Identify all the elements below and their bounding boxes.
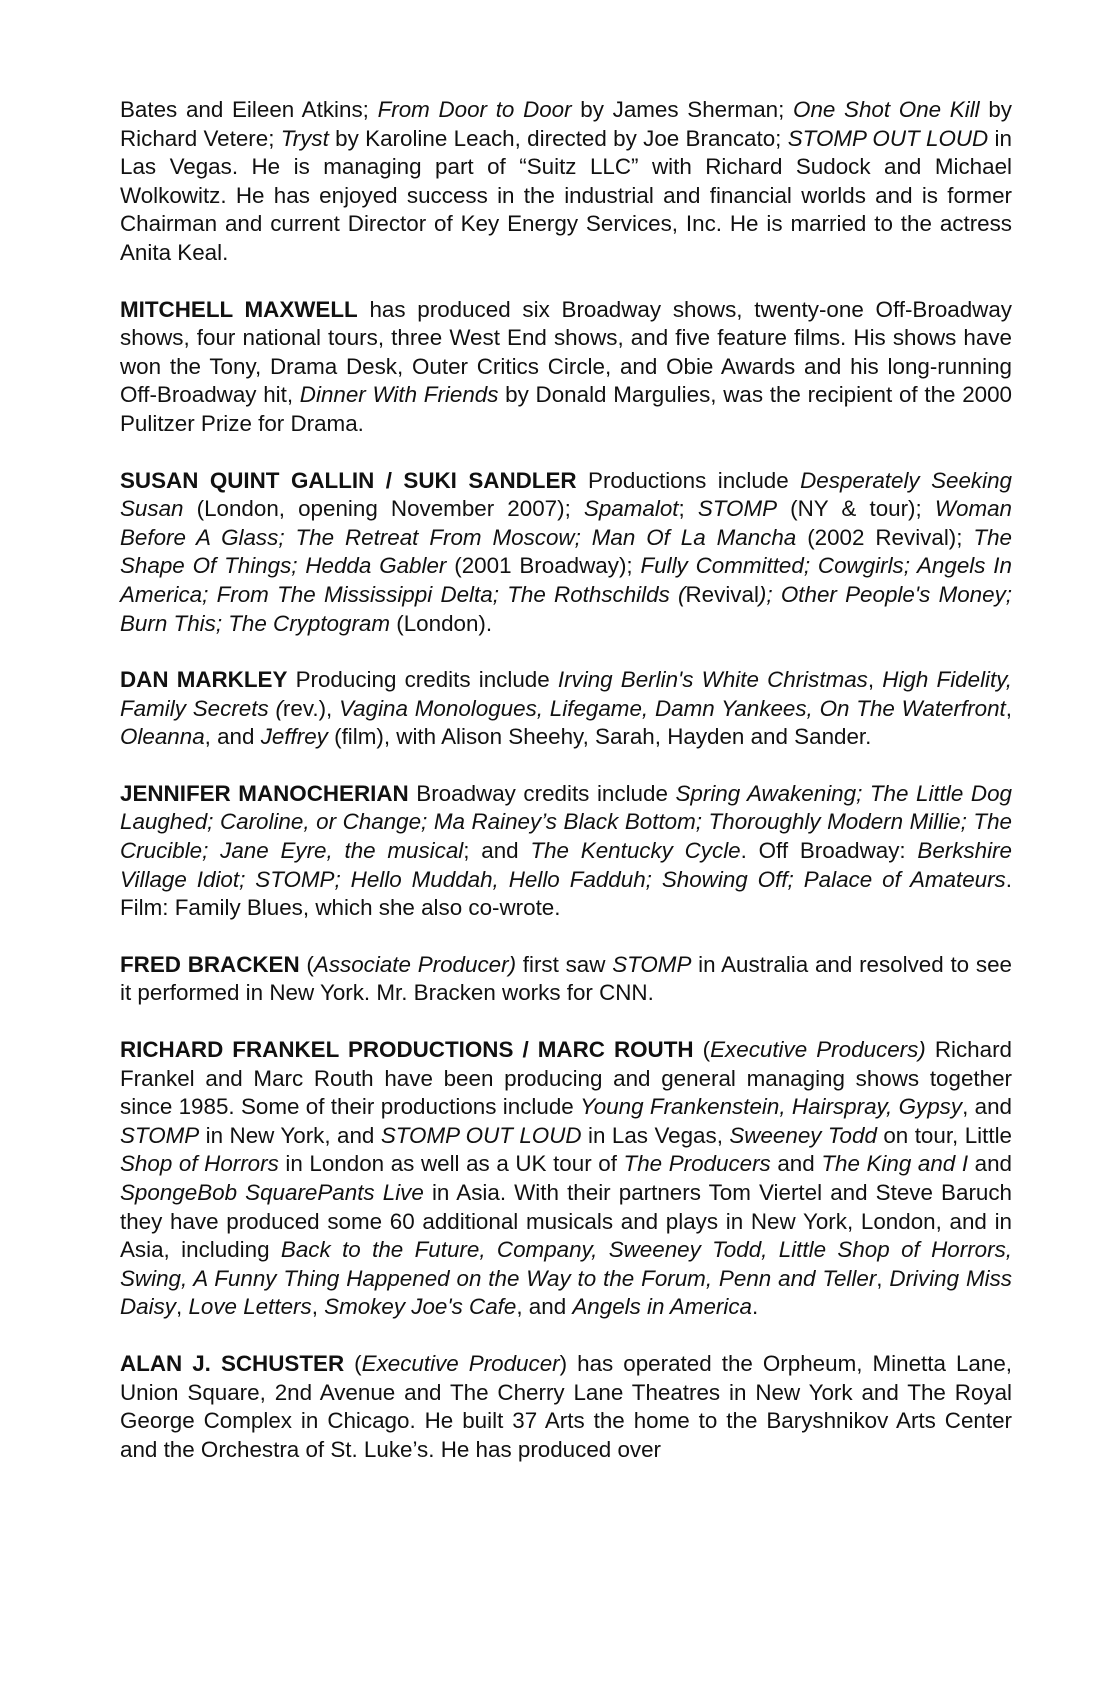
text-run: Bates and Eileen Atkins;	[120, 97, 378, 122]
italic-title: The King and I	[821, 1151, 969, 1177]
italic-title: STOMP	[612, 951, 692, 977]
text-run: ,	[867, 667, 883, 693]
italic-title: Berkshire Village Idiot; STOMP; Hello Muddah, Hello Fadduh; Showing Off; Palace of Amateurs	[120, 838, 1012, 892]
italic-title: The Kentucky Cycle	[530, 838, 741, 864]
italic-title: Young Frankenstein, Hairspray, Gypsy	[580, 1094, 963, 1120]
text-run: in Las Vegas. He is managing part of “Suitz LLC” with Richard Sudock and Michael Wolkowitz. He has enjoyed success in the industrial and financial worlds and is former Chairman and current Director of Key Energy Services, Inc. He is married to the actress Anita Keal.	[120, 125, 1012, 265]
italic-title: Driving Miss Daisy	[120, 1265, 1012, 1320]
italic-title: Smokey Joe's Cafe	[324, 1294, 517, 1320]
text-run: , and	[204, 724, 261, 750]
text-run: (	[299, 951, 314, 977]
text-run: Revival	[685, 581, 759, 607]
text-run: (	[693, 1037, 711, 1063]
bio-name: DAN MARKLEY	[120, 667, 288, 693]
italic-title: From Door to Door	[377, 97, 572, 122]
bio-name: FRED BRACKEN	[120, 951, 300, 977]
italic-title: Angels in America	[572, 1294, 752, 1320]
italic-title: Spring Awakening; The Little Dog Laughed; Caroline, or Change; Ma Rainey’s Black Bottom; Thoroughly Modern Millie; The Crucible; Jane Eyre, the musical	[120, 780, 1012, 864]
italic-title: High Fidelity, Family Secrets (	[120, 667, 1012, 721]
italic-title: ); Other People's Money; Burn This; The Cryptogram	[120, 581, 1012, 636]
bio-name: JENNIFER MANOCHERIAN	[120, 780, 409, 806]
italic-title: Shop of Horrors	[120, 1151, 279, 1177]
document-page	[120, 96, 1012, 1464]
bio-paragraph	[120, 666, 1012, 752]
text-run: Producing credits include	[287, 667, 558, 693]
italic-title: The Producers	[623, 1151, 771, 1177]
text-run: ; and	[463, 838, 531, 864]
text-run: ,	[311, 1294, 325, 1320]
text-run: (	[344, 1350, 362, 1376]
text-run: and	[968, 1151, 1013, 1177]
text-run: . Film: Family Blues, which she also co-wrote.	[120, 866, 1012, 921]
text-run: (London).	[390, 610, 493, 636]
bio-paragraph	[120, 1036, 1012, 1322]
italic-title: Desperately Seeking Susan	[120, 467, 1012, 522]
italic-title: STOMP	[697, 496, 778, 522]
text-run: . Off Broadway:	[740, 838, 918, 864]
bio-name: MITCHELL MAXWELL	[120, 296, 358, 322]
italic-title: Fully Committed; Cowgirls; Angels In America; From The Mississippi Delta; The Rothschilds (	[120, 553, 1012, 607]
text-run: ,	[1005, 695, 1013, 721]
text-run: , and	[516, 1294, 573, 1320]
text-run: .	[752, 1294, 759, 1320]
text-run: by Donald Margulies, was the recipient of the 2000 Pulitzer Prize for Drama.	[120, 382, 1013, 436]
text-run: ;	[678, 496, 698, 522]
bio-name: SUSAN QUINT GALLIN / SUKI SANDLER	[120, 467, 577, 493]
text-run: (NY & tour);	[777, 496, 935, 522]
italic-title: Jeffrey	[260, 724, 328, 750]
italic-title: Executive Producer	[361, 1350, 560, 1376]
bio-paragraph	[120, 1350, 1012, 1464]
text-run: in Australia and resolved to see it performed in New York. Mr. Bracken works for CNN.	[120, 951, 1012, 1006]
text-run: in London as well as a UK tour of	[278, 1151, 624, 1177]
bio-paragraph	[120, 296, 1012, 439]
text-run: , and	[962, 1094, 1012, 1120]
text-run: by James Sherman;	[571, 97, 794, 122]
text-run: in Asia. With their partners Tom Viertel and Steve Baruch they have produced some 60 additional musicals and plays in New York, London, and in Asia, including	[120, 1180, 1013, 1263]
bio-paragraph	[120, 780, 1012, 923]
text-run: (2001 Broadway);	[446, 553, 641, 579]
bio-name: ALAN J. SCHUSTER	[120, 1350, 345, 1376]
text-run: has produced six Broadway shows, twenty-one Off-Broadway shows, four national tours, three West End shows, and five feature films. His shows have won the Tony, Drama Desk, Outer Critics Circle, and Obie Awards and his long-running Off-Broadway hit,	[120, 296, 1013, 408]
text-run: in Las Vegas,	[581, 1122, 730, 1148]
italic-title: Woman Before A Glass; The Retreat From Moscow; Man Of La Mancha	[120, 496, 1013, 550]
bio-paragraph	[120, 96, 1012, 268]
text-run: by Karoline Leach, directed by Joe Brancato;	[328, 125, 788, 151]
italic-title: Tryst	[280, 125, 329, 151]
text-run: ,	[876, 1265, 890, 1291]
italic-title: STOMP OUT LOUD	[380, 1122, 582, 1148]
italic-title: Spamalot	[583, 496, 679, 522]
text-run: Productions include	[576, 467, 801, 493]
bio-name: RICHARD FRANKEL PRODUCTIONS / MARC ROUTH	[120, 1037, 694, 1063]
italic-title: STOMP OUT LOUD	[787, 125, 989, 151]
text-run: Richard Frankel and Marc Routh have been producing and general managing shows together since 1985. Some of their productions include	[120, 1037, 1012, 1120]
italic-title: STOMP	[120, 1122, 200, 1148]
italic-title: Associate Producer)	[313, 951, 517, 977]
italic-title: Irving Berlin's White Christmas	[557, 667, 868, 693]
text-run: ) has operated the Orpheum, Minetta Lane, Union Square, 2nd Avenue and The Cherry Lane Theatres in New York and The Royal George Complex in Chicago. He built 37 Arts the home to the Baryshnikov Arts Center and the Orchestra of St. Luke’s. He has produced over	[120, 1350, 1012, 1462]
italic-title: Vagina Monologues, Lifegame, Damn Yankees, On The Waterfront	[339, 695, 1006, 721]
italic-title: Back to the Future, Company, Sweeney Todd, Little Shop of Horrors, Swing, A Funny Thing Happened on the Way to the Forum, Penn and Teller	[120, 1237, 1012, 1291]
text-run: (London, opening November 2007);	[183, 496, 584, 522]
text-run: first saw	[516, 951, 613, 977]
text-run: in New York, and	[199, 1122, 381, 1148]
text-run: and	[770, 1151, 822, 1177]
italic-title: Dinner With Friends	[299, 382, 499, 408]
italic-title: Executive Producers)	[710, 1037, 926, 1063]
italic-title: SpongeBob SquarePants Live	[120, 1180, 424, 1205]
italic-title: The Shape Of Things; Hedda Gabler	[120, 524, 1012, 579]
text-run: ,	[176, 1294, 189, 1320]
bio-paragraph	[120, 467, 1012, 639]
text-run: (film), with Alison Sheehy, Sarah, Hayden and Sander.	[327, 724, 872, 750]
text-run: on tour, Little	[876, 1122, 1013, 1148]
text-run: Broadway credits include	[408, 780, 676, 806]
text-run: (2002 Revival);	[796, 524, 974, 550]
bio-paragraph	[120, 951, 1012, 1008]
italic-title: Love Letters	[188, 1294, 312, 1320]
italic-title: One Shot One Kill	[793, 97, 980, 122]
text-run: by Richard Vetere;	[120, 97, 1012, 151]
italic-title: Sweeney Todd	[729, 1122, 877, 1148]
italic-title: Oleanna	[120, 724, 205, 750]
text-run: rev.),	[282, 695, 340, 721]
